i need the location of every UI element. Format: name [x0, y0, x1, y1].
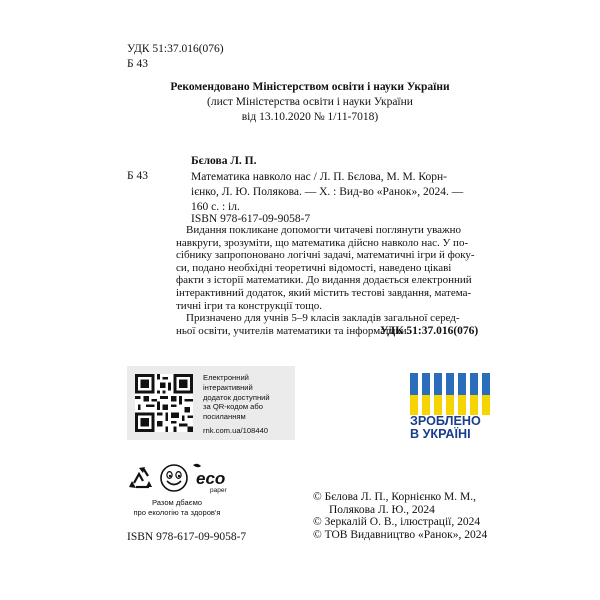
abstract-line: ньої освіти, учителів математики та інформатики. — [176, 324, 410, 337]
ukraine-stripes-icon — [410, 373, 492, 418]
udk-top-author-mark: Б 43 — [127, 58, 148, 70]
made-in-ukraine-line-2: В УКРАЇНІ — [410, 427, 471, 441]
udk-top-code: УДК 51:37.016(076) — [127, 43, 224, 55]
copyright-line-4: © ТОВ Видавництво «Ранок», 2024 — [313, 528, 488, 541]
eco-label — [121, 498, 233, 518]
qr-description-line: Електронний — [203, 373, 249, 382]
recommendation-line-3: від 13.10.2020 № 1/11-7018) — [241, 111, 379, 123]
bibliography-line-1: Математика навколо нас / Л. П. Бєлова, М. М. Корн- — [191, 171, 447, 183]
abstract-paragraph-1 — [176, 224, 481, 312]
copyright-line-1: © Бєлова Л. П., Корнієнко М. М., — [313, 491, 476, 503]
qr-description-line: додаток доступний — [203, 392, 270, 402]
made-in-ukraine-logo — [410, 415, 492, 441]
eco-label-line-2: про екологію та здоров'я — [133, 507, 221, 517]
eco-logo-sub: paper — [210, 487, 227, 494]
qr-code-icon[interactable] — [135, 374, 193, 432]
abstract-line: інтерактивний додаток, який містить тестові завдання, матема- — [176, 286, 472, 299]
bibliography-code: Б 43 — [127, 170, 148, 182]
recycle-icon — [129, 467, 152, 488]
qr-description-line: посиланням — [203, 412, 246, 422]
abstract-line: Видання покликане допомогти читачеві поглянути уважно — [186, 224, 462, 236]
made-in-ukraine-line-1: ЗРОБЛЕНО — [410, 414, 481, 428]
abstract-line: тичні ігри та конструкції тощо. — [176, 299, 323, 312]
bibliography-author: Бєлова Л. П. — [191, 155, 257, 167]
udk-top — [127, 42, 224, 72]
abstract-line: навкруги, зрозуміти, що математика дійсно навколо нас. У по- — [176, 236, 469, 249]
copyright-block — [313, 491, 493, 541]
eco-icons-row — [127, 462, 257, 494]
qr-description — [203, 373, 293, 422]
abstract-line: си, подано необхідні теоретичні відомості, наведено цікаві — [176, 261, 452, 274]
qr-description-line: інтерактивний — [203, 382, 253, 392]
ministry-recommendation — [150, 80, 470, 125]
bibliography-line-2: ієнко, Л. Ю. Полякова. — Х. : Вид-во «Ранок», 2024. — — [191, 186, 464, 198]
abstract-line: Призначено для учнів 5–9 класів закладів загальної серед- — [186, 312, 460, 325]
abstract-line: сібнику запропоновано логічні задачі, математичні ігри й фоку- — [176, 249, 475, 262]
eco-logo-word: eco — [196, 469, 226, 488]
recommendation-line-2: (лист Міністерства освіти і науки України — [207, 96, 413, 108]
abstract-line: факти з історії математики. До видання додається електронний — [176, 274, 472, 287]
eco-paper-logo — [193, 464, 227, 494]
eco-label-line-1: Разом дбаємо — [151, 498, 203, 507]
qr-description-line: за QR-кодом або — [203, 402, 263, 412]
bibliography-isbn: ISBN 978-617-09-9058-7 — [191, 213, 311, 225]
copyright-line-3: © Зеркалій О. В., ілюстрації, 2024 — [313, 516, 481, 529]
bibliography-line-3: 160 с. : іл. — [191, 201, 240, 213]
abstract — [176, 224, 481, 337]
udk-bottom: УДК 51:37.016(076) — [380, 325, 479, 337]
copyright-line-2: Полякова Л. Ю., 2024 — [329, 503, 435, 516]
recommendation-line-1: Рекомендовано Міністерством освіти і науки України — [170, 81, 450, 93]
qr-link[interactable]: rnk.com.ua/108440 — [203, 426, 269, 435]
smiley-face-icon — [161, 465, 187, 491]
bibliography-description — [191, 170, 483, 215]
isbn-bottom: ISBN 978-617-09-9058-7 — [127, 531, 247, 543]
